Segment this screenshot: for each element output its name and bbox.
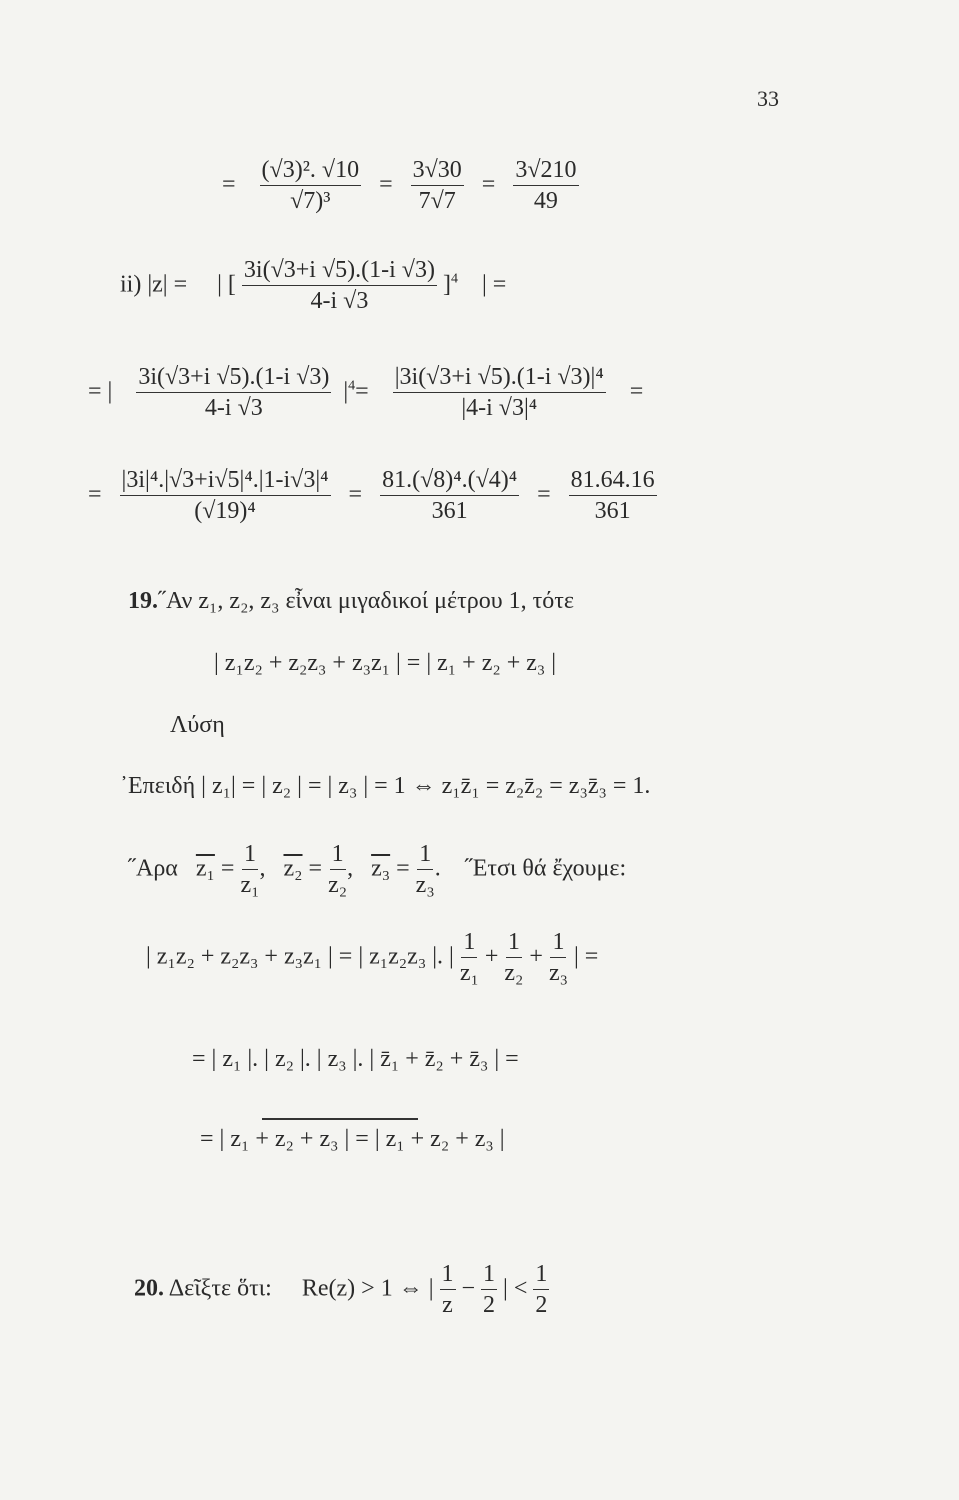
problem-number: 19. [128,588,158,614]
since-line: ᾿Επειδή | z₁| = | z₂ | = | z₃ | = 1 ⇔ z₁z̄₁ = z₂z̄₂ = z₃z̄₃ = 1. [120,773,651,799]
fraction: $\frac{3i(√3+i √5).(1-i √3)}{4-i √3}$ [138,364,330,422]
fraction: $\frac{\text{|3i|⁴.|√3+i√5|⁴.|1-i√3|⁴}}{\text{(√19)⁴}}$ [121,467,329,525]
fraction: $\frac{1}{\text{z₁}}$ [240,841,260,899]
fraction: $\frac{1}{z}$ [441,1261,454,1319]
part-ii-equation: ii) |z| = | [ $\frac{3i(√3+i √5).(1-i √3)}{4-i √3}$ ]$^4$ | = [120,257,507,315]
page-number: 33 [757,86,779,111]
fraction: $\frac{1}{\text{z₁}}$ [459,929,479,987]
fraction: $\frac{3√210}{49}$ [515,157,577,215]
fraction: $\frac{1}{2}$ [535,1261,548,1319]
chain-line-1: | z₁z₂ + z₂z₃ + z₃z₁ | = | z₁z₂z₃ |. | $\frac{1}{\text{z₁}}$ + $\frac{1}{\text{z₂}}$ + $\frac{1}{\text{z₃}}$ | = [146,929,599,987]
fraction: $\frac{\text{|3i(√3+i √5).(1-i √3)|⁴}}{\text{|4-i √3|⁴}}$ [394,364,604,422]
part-ii-label: ii) |z| = [120,271,188,298]
solution-heading: Λύση [170,712,225,738]
hence-line: ˝Αρα z₁ = $\frac{1}{\text{z₁}}$ , z₂ = $\frac{1}{\text{z₂}}$ , z₃ = $\frac{1}{\text{z₃}}$ . ˝Ετσι θά ἔχουμε: [128,841,627,899]
problem-number: 20. [134,1275,164,1302]
problem-19-statement: 19.˝Αν z₁, z₂, z₃ εἶναι μιγαδικοί μέτρου 1, τότε [128,588,574,614]
fraction: $\frac{1}{2}$ [483,1261,496,1319]
equation-row-4: = $\frac{\text{|3i|⁴.|√3+i√5|⁴.|1-i√3|⁴}}{\text{(√19)⁴}}$ = $\frac{\text{81.(√8)⁴.(√4)⁴}}{361}$ = $\frac{81.64.16}{361}$ [88,467,655,525]
equals-sign: = [222,171,236,198]
overline-rule [262,1118,418,1120]
fraction: $\frac{1}{\text{z₃}}$ [415,841,435,899]
fraction: $\frac{\text{(√3)². √10}}{\text{√7)³}}$ [261,157,360,215]
chain-line-2: = | z₁ |. | z₂ |. | z₃ |. | z̄₁ + z̄₂ + z̄₃ | = [192,1046,519,1072]
fraction: $\frac{3√30}{7√7}$ [412,157,462,215]
fraction: $\frac{1}{\text{z₃}}$ [548,929,568,987]
chain-line-3: = | z₁ + z₂ + z₃ | = | z₁ + z₂ + z₃ | [200,1126,505,1152]
fraction: $\frac{81.64.16}{361}$ [570,467,655,525]
equation-row-1: = $\frac{\text{(√3)². √10}}{\text{√7)³}}$ = $\frac{3√30}{7√7}$ = $\frac{3√210}{49}$ [222,157,577,215]
fraction: $\frac{\text{81.(√8)⁴.(√4)⁴}}{361}$ [382,467,518,525]
equation-row-3: = | $\frac{3i(√3+i √5).(1-i √3)}{4-i √3}$ $|^4=$ $\frac{\text{|3i(√3+i √5).(1-i √3)|⁴}}{\text{|4-i √3|⁴}}$ = [88,364,644,422]
fraction: $\frac{1}{\text{z₂}}$ [328,841,348,899]
problem-20: 20. Δεῖξτε ὅτι: Re(z) > 1 ⇔ | $\frac{1}{z}$ − $\frac{1}{2}$ | < $\frac{1}{2}$ [134,1261,548,1319]
fraction: $\frac{1}{\text{z₂}}$ [504,929,524,987]
fraction: $\frac{3i(√3+i √5).(1-i √3)}{4-i √3}$ [243,257,435,315]
problem-19-equation: | z₁z₂ + z₂z₃ + z₃z₁ | = | z₁ + z₂ + z₃ | [214,650,557,676]
